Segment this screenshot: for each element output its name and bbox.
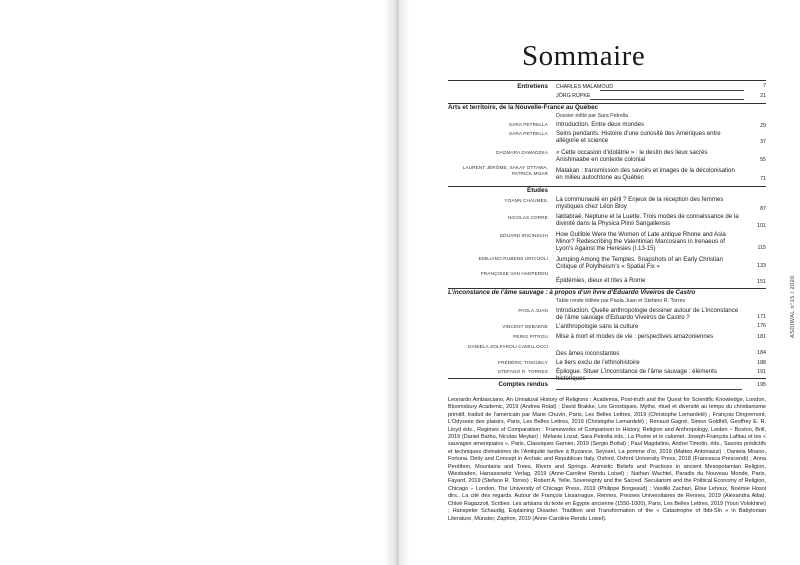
- dot-leader: [556, 389, 742, 390]
- entretien-author: JÖRG RÜPKE: [556, 93, 591, 99]
- page-number: 101: [757, 223, 766, 229]
- section-heading-arts: Arts et territoire, de la Nouvelle-France au Québec: [448, 104, 599, 111]
- page-number: 191: [757, 369, 766, 375]
- entry-author: YOANN CHAUMEIL: [504, 198, 548, 203]
- editor-note: Dossier édité par Sara Petrella: [556, 113, 629, 119]
- divider: [448, 378, 766, 379]
- entry-title: Le tiers exclu de l’ethnohistoire: [556, 359, 640, 366]
- dot-leader: [600, 90, 744, 91]
- entry-author: SARA PETRELLA: [508, 122, 548, 127]
- page-number: 195: [757, 382, 766, 388]
- entry-title: Épidémies, dieux et rites à Rome: [556, 277, 646, 284]
- section-heading-comptes-rendus: Comptes rendus: [498, 381, 548, 388]
- page-number: 115: [757, 245, 766, 251]
- entry-title: La communauté en péril ? Enjeux de la réception des femmes mystiques chez Léon Bloy: [556, 196, 724, 211]
- entry-title: Introduction. Quelle anthropologie dessiner autour de L’inconstance de l’âme sauvage d’Eduardo Viveiros de Castro ?: [556, 307, 739, 322]
- entry-author: LAURENT JÉRÔME, SAKAY OTTAWA, PATRICK MOAR: [462, 165, 548, 176]
- entry-author: DANIELA SOLFAROLI CAMILLOCCI: [468, 344, 548, 349]
- page-number: 37: [760, 139, 766, 145]
- entry-title: Mise à mort et modes de vie : perspectives amazoniennes: [556, 333, 714, 340]
- page-number: 21: [760, 93, 766, 99]
- entry-title: How Gullible Were the Women of Late antique Rhone and Asia Minor? Redescribing the Valentinian Marcosians in Irenaeus of Lyon’s Against the Heresies (I.13-15): [556, 231, 726, 253]
- entry-title: Introduction. Entre deux mondes: [556, 121, 645, 128]
- page-number: 184: [757, 350, 766, 356]
- reviews-text: Leonardo Ambasciano, An Unnatural History of Religions : Academia, Post-truth and the Quest for Scientific Knowledge, London, Bloomsbury Academic, 2019 (Andrea Rotal) ; David Brakke, Les Gnostiques. Mythe, rituel et diversité au temps du christianisme primitif, traduit de l’américain par Marie Chuvin, Paris, Les Belles Lettres, 2019 (Christophe Lemardelé) ; François Dingremont, L’Odyssée des plaisirs, Paris, Les Belles Lettres, 2019 (Christophe Lemardelé) ; Renaud Gagné, Simon Goldhill, Geoffrey E. R. Lloyd éds., Regimes of Comparatism : Frameworks of Comparison in History, Religion and Anthropology, Leiden – Boston, Brill, 2019 (Daniel Barbu, Nicolas Meylan) ; Mélanie Lozat, Sara Petrella éds., La Plume et le calumet. Joseph-François Lafitau et les « sauvages ameriquains », Paris, Classiques Garnier, 2019 (Sergio Bottal) ; Paul Magdalino, Andrei Timotin, éds., Savoirs prédictifs et techniques divinatoires de l’Antiquité tardive à Byzance, Seyssel, La pomme d’or, 2019 (Matteo Antoniazzi) ; Daniela Mirano, Fortuna. Deity and Concept in Archaic and Republican Italy, Oxford, Oxford University Press, 2018 (Francesca Prescendi) ; Anna Perdibon, Mountains and Trees, Rivers and Springs. Animistic Beliefs and Practices in ancient Mesopotamian Religion, Wiesbaden, Harrassowitz Verlag, 2019 (Anne-Caroline Rendu Loisel) ; Nathan Wachtel, Paradis du Nouveau Monde, Paris, Fayard, 2019 (Stefano R. Torres) ; Robert A. Yelle, Sovereignty and the Sacred. Secularism and the Political Economy of Religion, Chicago – London, The University of Chicago Press, 2019 (Philippe Borgeaud) ; Vasiliki Zachari, Élise Lehoux, Noémie Hosoi dirs., La cité des regards. Autour de François Lissarrague, Rennes, Presses Universitaires de Rennes, 2019 (Alexandra Attia). Chloé Ragazzoli, Scribes. Les artisans du texte en Égypte ancienne (1550-1000), Paris, Les Belles Lettres, 2019 (Youri Volokhine) ; Hanspeter Schaudig, Explaining Disaster. Tradition and Transformation of the « Catastrophe of Ibbi-Sîn » in Babylonian Literature, Münster, Zaphon, 2019 (Anne-Caroline Rendu Loisel).: [448, 397, 766, 522]
- entry-title: Jumping Among the Temples. Snapshots of an Early Christian Critique of Polytheism’s « Spatial Fix »: [556, 256, 723, 271]
- entry-title: « Cette occasion d’idolâtrie » : le destin des lieux sacrés Anishinaabe en contexte colonial: [556, 149, 708, 164]
- page-title: Sommaire: [522, 40, 646, 72]
- page-number: 171: [757, 314, 766, 320]
- page-number: 133: [757, 263, 766, 269]
- entry-author: EDUARD IRICINSCHI: [499, 233, 548, 238]
- section-heading-etudes: Études: [527, 187, 548, 194]
- entry-author: PAOLA JUAN: [518, 308, 548, 313]
- editor-note: Table ronde éditée par Paola Juan et Stefano R. Torres: [556, 298, 686, 304]
- divider: [448, 80, 766, 81]
- page-number: 181: [757, 334, 766, 340]
- left-page: [0, 0, 398, 565]
- entry-title: Ialdabraé, Neptune et la Luette. Trois modes de connaissance de la divinité dans la Physica Plinii Sangallensis: [556, 213, 739, 228]
- page-number: 29: [760, 123, 766, 129]
- entry-author: STEFANO R. TORRES: [497, 369, 548, 374]
- journal-issue-label: ASDIWAL n°15 / 2020: [790, 275, 796, 338]
- entry-author: NICOLAS CORRE: [507, 215, 548, 220]
- section-heading-entretiens: Entretiens: [517, 83, 548, 90]
- book-gutter: [384, 0, 410, 565]
- entry-author: SARA PETRELLA: [508, 131, 548, 136]
- entry-title: Des âmes inconstantes: [556, 350, 620, 357]
- entry-author: FRANÇOISE VAN HAEPEREN: [480, 271, 548, 276]
- entry-author: PERIG PITROU: [513, 334, 548, 339]
- entry-author: DAGMARA ZAWADZKA: [495, 150, 548, 155]
- page-number: 151: [757, 279, 766, 285]
- page-number: 55: [760, 157, 766, 163]
- entry-author: VINCENT DEBAENE: [502, 324, 548, 329]
- entry-title: Matakan : transmission des savoirs et images de la décolonisation en milieu autochtone au Québec: [556, 167, 735, 182]
- entretien-author: CHARLES MALAMOUD: [556, 84, 614, 90]
- page-number: 188: [757, 360, 766, 366]
- entry-title: L’anthropologie sans la culture: [556, 323, 639, 330]
- section-heading-inconstance: L’inconstance de l’âme sauvage : à propos d’un livre d’Eduardo Viveiros de Castro: [448, 289, 696, 296]
- page-number: 176: [757, 323, 766, 329]
- entry-title: Épilogue. Situer L’inconstance de l’âme sauvage : éléments historiques: [556, 368, 717, 383]
- dot-leader: [590, 99, 744, 100]
- page-number: 87: [760, 206, 766, 212]
- entry-author: FRÉDÉRIC TINGUELY: [498, 360, 548, 365]
- page-number: 7: [763, 83, 766, 89]
- entry-title: Seins pendants. Histoire d’une curiosité des Amériques entre allégorie et science: [556, 130, 721, 145]
- page-number: 71: [760, 176, 766, 182]
- entry-author: EMILIANO RUBENS URCIUOLI: [478, 256, 548, 261]
